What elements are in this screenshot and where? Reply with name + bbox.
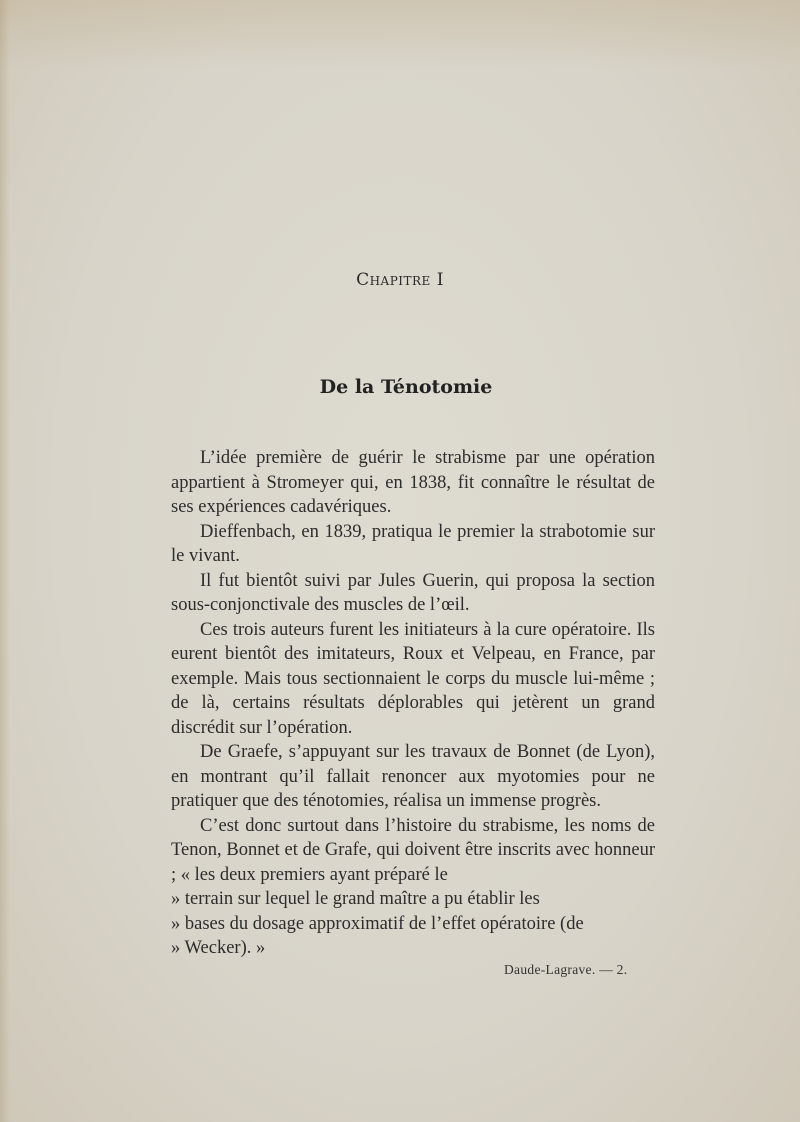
paragraph: L’idée première de guérir le strabisme par une opération appartient à Stromeyer qui, en 1838, fit connaître le résultat de ses expériences cadavériques. [171,448,655,517]
paragraph: Il fut bientôt suivi par Jules Guerin, qui proposa la section sous-conjonctivale des muscles de l’œil. [171,570,655,615]
quote-line: » terrain sur lequel le grand maître a pu établir les [171,889,540,909]
paragraph: Dieffenbach, en 1839, pratiqua le premier la strabotomie sur le vivant. [171,521,655,566]
quote-line: » Wecker). » [171,938,266,958]
paragraph: De Graefe, s’appuyant sur les travaux de Bonnet (de Lyon), en montrant qu’il fallait renoncer aux myotomies pour ne pratiquer que des ténotomies, réalisa un immense progrès. [171,742,655,811]
quote-line: » bases du dosage approximatif de l’effet opératoire (de [171,913,584,934]
page-edge-shading [0,0,800,70]
paragraph: Ces trois auteurs furent les initiateurs à la cure opératoire. Ils eurent bientôt des imitateurs, Roux et Velpeau, en France, par exemple. Mais tous sectionnaient le corps du muscle lui-même ; de là, certains résultats déplorables qui jetèrent un grand discrédit sur l’opération. [171,619,655,738]
page-edge-shading-left [0,0,10,1122]
chapter-label: Chapitre I [356,270,444,290]
paragraph: C’est donc surtout dans l’histoire du strabisme, les noms de Tenon, Bonnet et de Grafe, qui doivent être inscrits avec honneur ; « les deux premiers ayant préparé le [171,815,655,885]
chapter-heading [0,270,800,290]
body-text [171,446,655,961]
section-title: De la Ténotomie [319,376,493,398]
signature-mark: Daude-Lagrave. — 2. [504,962,628,977]
